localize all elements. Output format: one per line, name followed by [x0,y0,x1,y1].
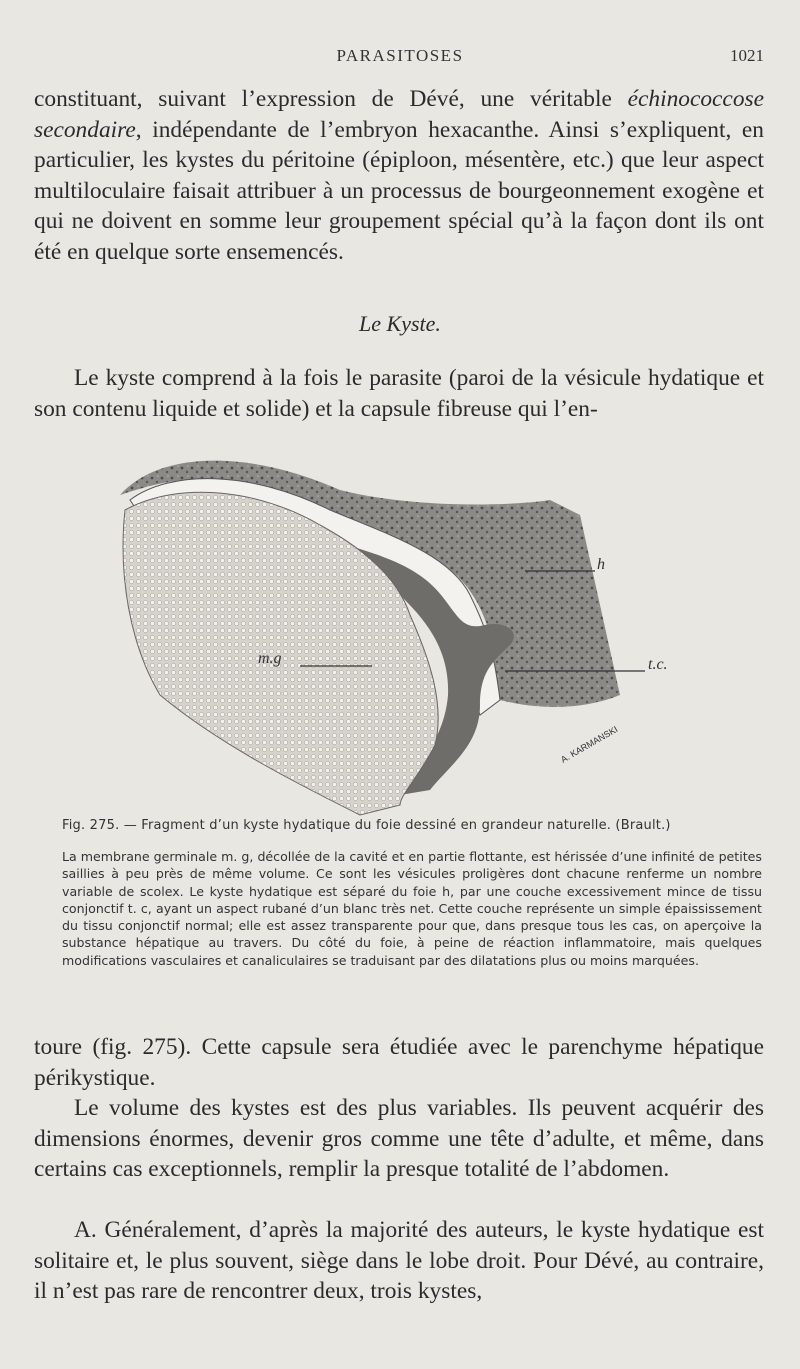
running-title: PARASITOSES [336,46,464,65]
paragraph-kyste-intro: Le kyste comprend à la fois le parasite (paroi de la vésicule hydatique et son contenu liquide et solide) et la capsule fibreuse qui l’en- [34,365,764,422]
figure-caption-title: Fig. 275. — Fragment d’un kyste hydatique du foie dessiné en grandeur naturelle. (Brault.) [62,818,671,833]
page-number: 1021 [730,46,764,65]
paragraph-volume: Le volume des kystes est des plus variables. Ils peuvent acquérir des dimensions énormes, devenir gros comme une tête d’adulte, et même, dans certains cas exceptionnels, remplir la presque totalité de l’abdomen. [34,1095,764,1182]
figure-cyst-illustration [100,445,680,820]
section-title: Le Kyste. [359,311,441,336]
running-header [0,46,800,72]
label-mg: m.g [258,650,282,667]
figure-caption-body: La membrane germinale m. g, décollée de la cavité et en partie flottante, est hérissée d’une infinité de petites saillies à peu près de même volume. Ce sont les vésicules proligères dont chacune renferme un nombre variable de scolex. Le kyste hydatique est séparé du foie h, par une couche excessivement mince de tissu conjonctif t. c, ayant un aspect rubané d’un blanc très net. Cette couche représente un simple épaississement du tissu conjonctif normal; elle est assez transparente pour que, dans presque tous les cas, on aperçoive la substance hépatique au travers. Du côté du foie, à peine de réaction inflammatoire, mais quelques modifications vasculaires et canaliculaires se traduisant par des dilatations plus ou moins marquées. [62,849,762,968]
illustrator-signature: A. KARMANSKI [559,724,620,765]
paragraph1-text-a: constituant, suivant l’expression de Dévé, une véritable [34,86,628,112]
label-h: h [597,556,605,573]
label-tc: t.c. [648,656,668,673]
paragraph-localisation: A. Généralement, d’après la majorité des auteurs, le kyste hydatique est solitaire et, le plus souvent, siège dans le lobe droit. Pour Dévé, au contraire, il n’est pas rare de rencontrer deux, trois kystes, [34,1217,764,1304]
paragraph1-text-b: , indépendante de l’embryon hexacanthe. Ainsi s’expliquent, en particulier, les kystes du péritoine (épiploon, mésentère, etc.) que leur aspect multiloculaire faisait attribuer à un processus de bourgeonnement exogène et qui ne doivent en somme leur groupement spécial qu’à la façon dont ils ont été en quelque sorte ensemencés. [34,116,764,265]
paragraph-capsule: toure (fig. 275). Cette capsule sera étudiée avec le parenchyme hépatique périkystique. [34,1034,764,1091]
paragraph1-italic-term: échinococcose secondaire [34,86,764,143]
paragraph-continuation [34,84,764,267]
